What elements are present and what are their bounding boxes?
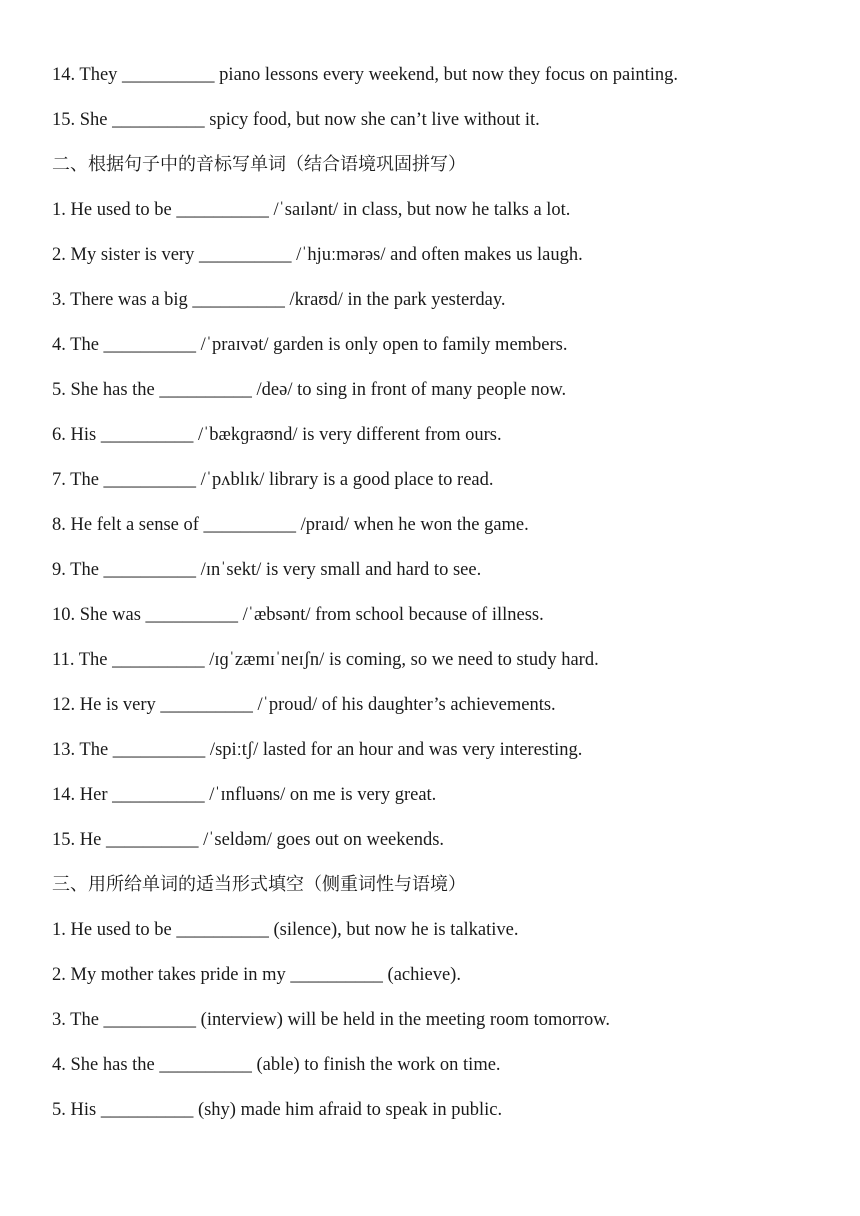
section2-item-10: 10. She was __________ /ˈæbsənt/ from school because of illness.	[52, 605, 544, 625]
section2-item-11: 11. The __________ /ɪɡˈzæmɪˈneɪʃn/ is coming, so we need to study hard.	[52, 650, 599, 670]
section2-item-13: 13. The __________ /spiːtʃ/ lasted for an hour and was very interesting.	[52, 740, 583, 760]
worksheet-content	[52, 61, 842, 1141]
section3-item-2: 2. My mother takes pride in my __________ (achieve).	[52, 965, 461, 985]
section2-item-8: 8. He felt a sense of __________ /praɪd/ when he won the game.	[52, 515, 529, 535]
section2-item-5: 5. She has the __________ /deə/ to sing in front of many people now.	[52, 380, 567, 400]
section2-title: 二、根据句子中的音标写单词（结合语境巩固拼写）	[52, 154, 466, 175]
section2-item-4: 4. The __________ /ˈpraɪvət/ garden is only open to family members.	[52, 335, 568, 355]
section2-item-9: 9. The __________ /ɪnˈsekt/ is very small and hard to see.	[52, 560, 482, 580]
section3-item-5: 5. His __________ (shy) made him afraid to speak in public.	[52, 1100, 503, 1120]
section2-item-14: 14. Her __________ /ˈɪnfluəns/ on me is very great.	[52, 785, 437, 805]
section2-item-2: 2. My sister is very __________ /ˈhjuːmərəs/ and often makes us laugh.	[52, 245, 583, 265]
section2-item-15: 15. He __________ /ˈseldəm/ goes out on weekends.	[52, 830, 445, 850]
section1-item-15: 15. She __________ spicy food, but now she can’t live without it.	[52, 110, 540, 130]
section2-item-1: 1. He used to be __________ /ˈsaɪlənt/ in class, but now he talks a lot.	[52, 200, 571, 220]
section1-item-14: 14. They __________ piano lessons every weekend, but now they focus on painting.	[52, 65, 678, 85]
section3-item-3: 3. The __________ (interview) will be held in the meeting room tomorrow.	[52, 1010, 610, 1030]
section2-item-12: 12. He is very __________ /ˈproud/ of his daughter’s achievements.	[52, 695, 556, 715]
section3-item-1: 1. He used to be __________ (silence), but now he is talkative.	[52, 920, 519, 940]
section2-item-7: 7. The __________ /ˈpʌblɪk/ library is a good place to read.	[52, 470, 494, 490]
section2-item-6: 6. His __________ /ˈbækɡraʊnd/ is very different from ours.	[52, 425, 502, 445]
section3-item-4: 4. She has the __________ (able) to finish the work on time.	[52, 1055, 501, 1075]
section3-title: 三、用所给单词的适当形式填空（侧重词性与语境）	[52, 874, 466, 895]
section2-item-3: 3. There was a big __________ /kraʊd/ in the park yesterday.	[52, 290, 506, 310]
